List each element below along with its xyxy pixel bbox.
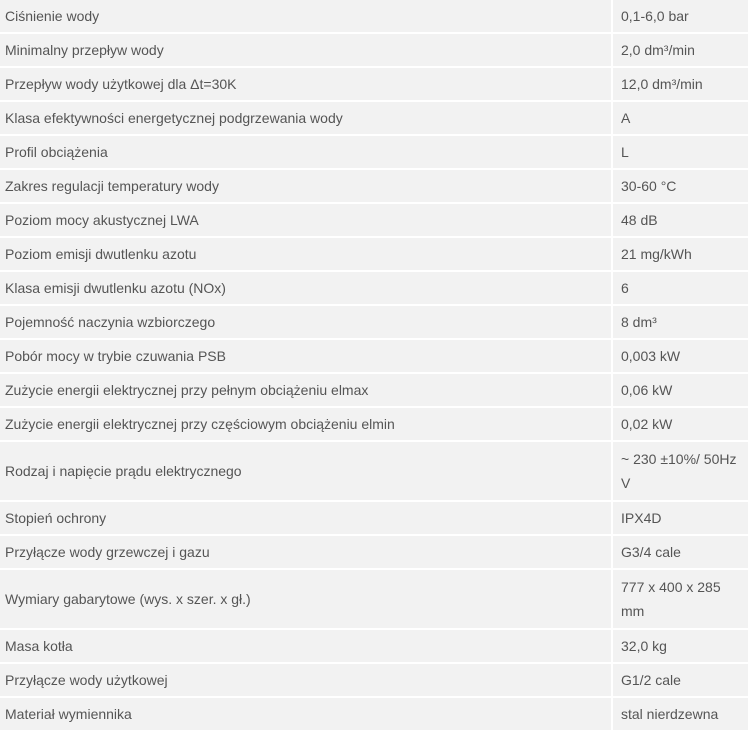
table-row bbox=[0, 664, 748, 696]
spec-label: Przyłącze wody użytkowej bbox=[0, 664, 613, 696]
spec-value: 0,02 kW bbox=[613, 408, 748, 440]
spec-value: IPX4D bbox=[613, 502, 748, 534]
spec-value: 2,0 dm³/min bbox=[613, 34, 748, 66]
spec-label: Ciśnienie wody bbox=[0, 0, 613, 32]
table-row bbox=[0, 238, 748, 270]
table-row bbox=[0, 374, 748, 406]
spec-label: Pobór mocy w trybie czuwania PSB bbox=[0, 340, 613, 372]
spec-value: 8 dm³ bbox=[613, 306, 748, 338]
spec-value: G1/2 cale bbox=[613, 664, 748, 696]
spec-value: ~ 230 ±10%/ 50Hz V bbox=[613, 442, 748, 500]
table-row bbox=[0, 340, 748, 372]
spec-label: Zużycie energii elektrycznej przy częściowym obciążeniu elmin bbox=[0, 408, 613, 440]
spec-label: Profil obciążenia bbox=[0, 136, 613, 168]
table-row bbox=[0, 536, 748, 568]
table-row bbox=[0, 68, 748, 100]
spec-label: Poziom mocy akustycznej LWA bbox=[0, 204, 613, 236]
spec-value: 0,003 kW bbox=[613, 340, 748, 372]
spec-label: Klasa efektywności energetycznej podgrzewania wody bbox=[0, 102, 613, 134]
spec-label: Rodzaj i napięcie prądu elektrycznego bbox=[0, 442, 613, 500]
spec-value: 6 bbox=[613, 272, 748, 304]
spec-label: Materiał wymiennika bbox=[0, 698, 613, 730]
spec-value: A bbox=[613, 102, 748, 134]
spec-value: 777 x 400 x 285 mm bbox=[613, 570, 748, 628]
spec-label: Przyłącze wody grzewczej i gazu bbox=[0, 536, 613, 568]
spec-value: stal nierdzewna bbox=[613, 698, 748, 730]
spec-label: Pojemność naczynia wzbiorczego bbox=[0, 306, 613, 338]
table-row bbox=[0, 630, 748, 662]
table-row bbox=[0, 204, 748, 236]
spec-label: Klasa emisji dwutlenku azotu (NOx) bbox=[0, 272, 613, 304]
spec-value: 30-60 °C bbox=[613, 170, 748, 202]
table-row bbox=[0, 136, 748, 168]
table-row bbox=[0, 34, 748, 66]
spec-value: 0,1-6,0 bar bbox=[613, 0, 748, 32]
table-row bbox=[0, 102, 748, 134]
spec-value: G3/4 cale bbox=[613, 536, 748, 568]
table-row bbox=[0, 442, 748, 500]
spec-value: 12,0 dm³/min bbox=[613, 68, 748, 100]
spec-label: Minimalny przepływ wody bbox=[0, 34, 613, 66]
spec-label: Masa kotła bbox=[0, 630, 613, 662]
table-row bbox=[0, 408, 748, 440]
spec-label: Poziom emisji dwutlenku azotu bbox=[0, 238, 613, 270]
spec-label: Przepływ wody użytkowej dla Δt=30K bbox=[0, 68, 613, 100]
table-row bbox=[0, 170, 748, 202]
spec-label: Zakres regulacji temperatury wody bbox=[0, 170, 613, 202]
table-row bbox=[0, 306, 748, 338]
table-row bbox=[0, 698, 748, 730]
spec-label: Stopień ochrony bbox=[0, 502, 613, 534]
table-row bbox=[0, 570, 748, 628]
spec-value: 21 mg/kWh bbox=[613, 238, 748, 270]
table-row bbox=[0, 502, 748, 534]
table-row bbox=[0, 0, 748, 32]
spec-label: Zużycie energii elektrycznej przy pełnym obciążeniu elmax bbox=[0, 374, 613, 406]
spec-value: 0,06 kW bbox=[613, 374, 748, 406]
spec-value: 32,0 kg bbox=[613, 630, 748, 662]
spec-value: 48 dB bbox=[613, 204, 748, 236]
spec-label: Wymiary gabarytowe (wys. x szer. x gł.) bbox=[0, 570, 613, 628]
spec-value: L bbox=[613, 136, 748, 168]
table-row bbox=[0, 272, 748, 304]
